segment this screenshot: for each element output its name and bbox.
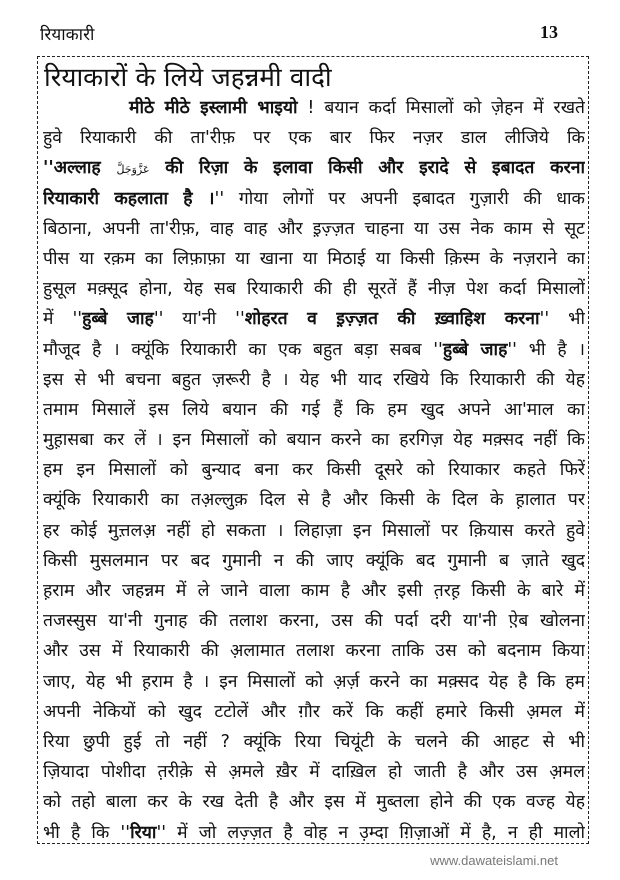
text-segment: इस से भी बचना बहुत ज़रूरी है । येह भी याद रखिये कि रियाकारी की येह <box>43 369 585 390</box>
text-line <box>43 818 585 848</box>
text-segment: किसी मुसलमान पर बद गुमानी न की जाए क्यूंकि बद गुमानी ब ज़ाते खुद <box>43 550 585 571</box>
website-footer: www.dawateislami.net <box>430 853 558 868</box>
text-line <box>43 576 585 606</box>
text-line <box>43 697 585 727</box>
arabic-honorific: عَزَّوَجَلَّ <box>116 163 150 177</box>
bold-text: ''अल्लाह <box>43 158 117 179</box>
text-line <box>43 304 585 334</box>
text-line <box>43 123 585 153</box>
bold-text: की रिज़ा के इलावा किसी और इरादे से इबादत करना <box>149 158 585 179</box>
text-line <box>43 727 585 757</box>
text-segment: क्यूंकि रियाकारी का तअ़ल्लुक़ दिल से है और किसी के दिल के ह़ालात पर <box>43 490 585 511</box>
text-line <box>43 274 585 304</box>
bold-text: रिया <box>130 822 157 843</box>
text-segment: हुवे रियाकारी की ता'रीफ़ पर एक बार फिर नज़र डाल लीजिये कि <box>43 128 585 149</box>
text-line <box>43 184 585 214</box>
body-text <box>43 93 585 848</box>
text-segment: ह़राम और जहन्नम में ले जाने वाला काम है और इसी त़रह़ किसी के बारे में <box>43 581 585 601</box>
text-segment: रिया छुपी हुई तो नहीं ? क्यूंकि रिया चियूंटी के चलने की आहट से भी <box>43 731 585 752</box>
page-number: 13 <box>540 22 558 42</box>
text-segment: '' भी है । <box>507 339 585 360</box>
section-heading: रियाकारों के लिये जहन्नमी वादी <box>44 63 332 93</box>
text-line <box>43 335 585 365</box>
text-segment: और उस में रियाकारी की अ़लामात तलाश करना ताकि उस को बदनाम किया <box>43 641 585 662</box>
text-line <box>43 214 585 244</box>
bold-text: रियाकारी कहलाता है । <box>43 188 215 209</box>
text-line <box>43 153 585 183</box>
text-line <box>43 455 585 485</box>
text-segment: ! बयान कर्दा मिसालों को ज़ेहन में रखते <box>297 98 585 118</box>
text-segment: बिठाना, अपनी ता'रीफ़, वाह वाह और इ़ज़्ज़त चाहना या उस नेक काम से सूट <box>43 218 585 239</box>
text-segment: '' या'नी '' <box>153 309 245 330</box>
text-segment: तजस्सुस या'नी गुनाह की तलाश करना, उस की पर्दा दरी या'नी ऐ़ब खोलना <box>43 611 585 632</box>
text-segment: को तहो बाला कर के रख देती है और इस में मुब्तला होने की एक वज्ह येह <box>43 792 585 813</box>
text-segment: भी है कि '' <box>43 822 131 843</box>
text-segment: मुह़ासबा कर लें । इन मिसालों को बयान करने का हरगिज़ येह मक़्सद नहीं कि <box>43 430 585 451</box>
text-segment: अपनी नेकियों को खुद टटोलें और ग़ौर करें कि कहीं हमारे किसी अ़मल में <box>43 701 585 722</box>
text-line <box>43 606 585 636</box>
text-line <box>43 636 585 666</box>
text-segment: जाए, येह भी ह़राम है । इन मिसालों को अ़र्ज़ करने का मक़्सद येह है कि हम <box>43 671 585 692</box>
text-segment: हर कोई मुत्त़लअ़ नहीं हो सकता । लिहाज़ा इन मिसालों पर क़ियास करते हुवे <box>43 520 585 541</box>
text-line <box>43 485 585 515</box>
text-line <box>43 757 585 787</box>
text-line <box>43 667 585 697</box>
bold-text: हुब्बे जाह <box>442 339 508 360</box>
text-line <box>43 787 585 817</box>
bold-text: हुब्बे जाह <box>82 309 154 330</box>
text-line <box>43 425 585 455</box>
bold-text: शोहरत व इ़ज़्ज़त की ख़्वाहिश करना <box>244 309 540 330</box>
text-line <box>43 244 585 274</box>
text-line <box>43 516 585 546</box>
text-segment: हम इन मिसालों को बुन्याद बना कर किसी दूसरे को रियाकार कहते फिरें <box>43 460 585 481</box>
text-segment: में '' <box>43 309 83 330</box>
text-line <box>43 546 585 576</box>
text-segment: ज़ियादा पोशीदा त़रीक़े से अ़मले ख़ैर में दाख़िल हो जाती है और उस अ़मल <box>43 762 585 783</box>
text-segment: '' भी <box>539 309 585 330</box>
running-header-title: रियाकारी <box>40 25 95 45</box>
text-segment: हुसूल मक़्सूद होना, येह सब रियाकारी की ही सूरतें हैं नीज़ पेश कर्दा मिसालों <box>43 279 585 300</box>
text-line <box>43 93 585 123</box>
text-segment: तमाम मिसालें इस लिये बयान की गई हैं कि हम खुद अपने आ'माल का <box>43 399 585 420</box>
text-line <box>43 365 585 395</box>
text-segment: मौजूद है । क्यूंकि रियाकारी का एक बहुत बड़ा सबब '' <box>43 339 443 360</box>
text-line <box>43 395 585 425</box>
text-segment: पीस या रक़म का लिफ़ाफ़ा या खाना या मिठाई या किसी क़िस्म के नज़राने का <box>43 248 585 269</box>
text-segment: '' गोया लोगों पर अपनी इबादत गुज़ारी की धाक <box>214 188 585 209</box>
text-segment: '' में जो लज़्ज़त है वोह न उ़म्दा ग़िज़ाओं में है, न ही मालो <box>156 822 585 843</box>
bold-text: मीठे मीठे इस्लामी भाइयो <box>129 98 298 118</box>
